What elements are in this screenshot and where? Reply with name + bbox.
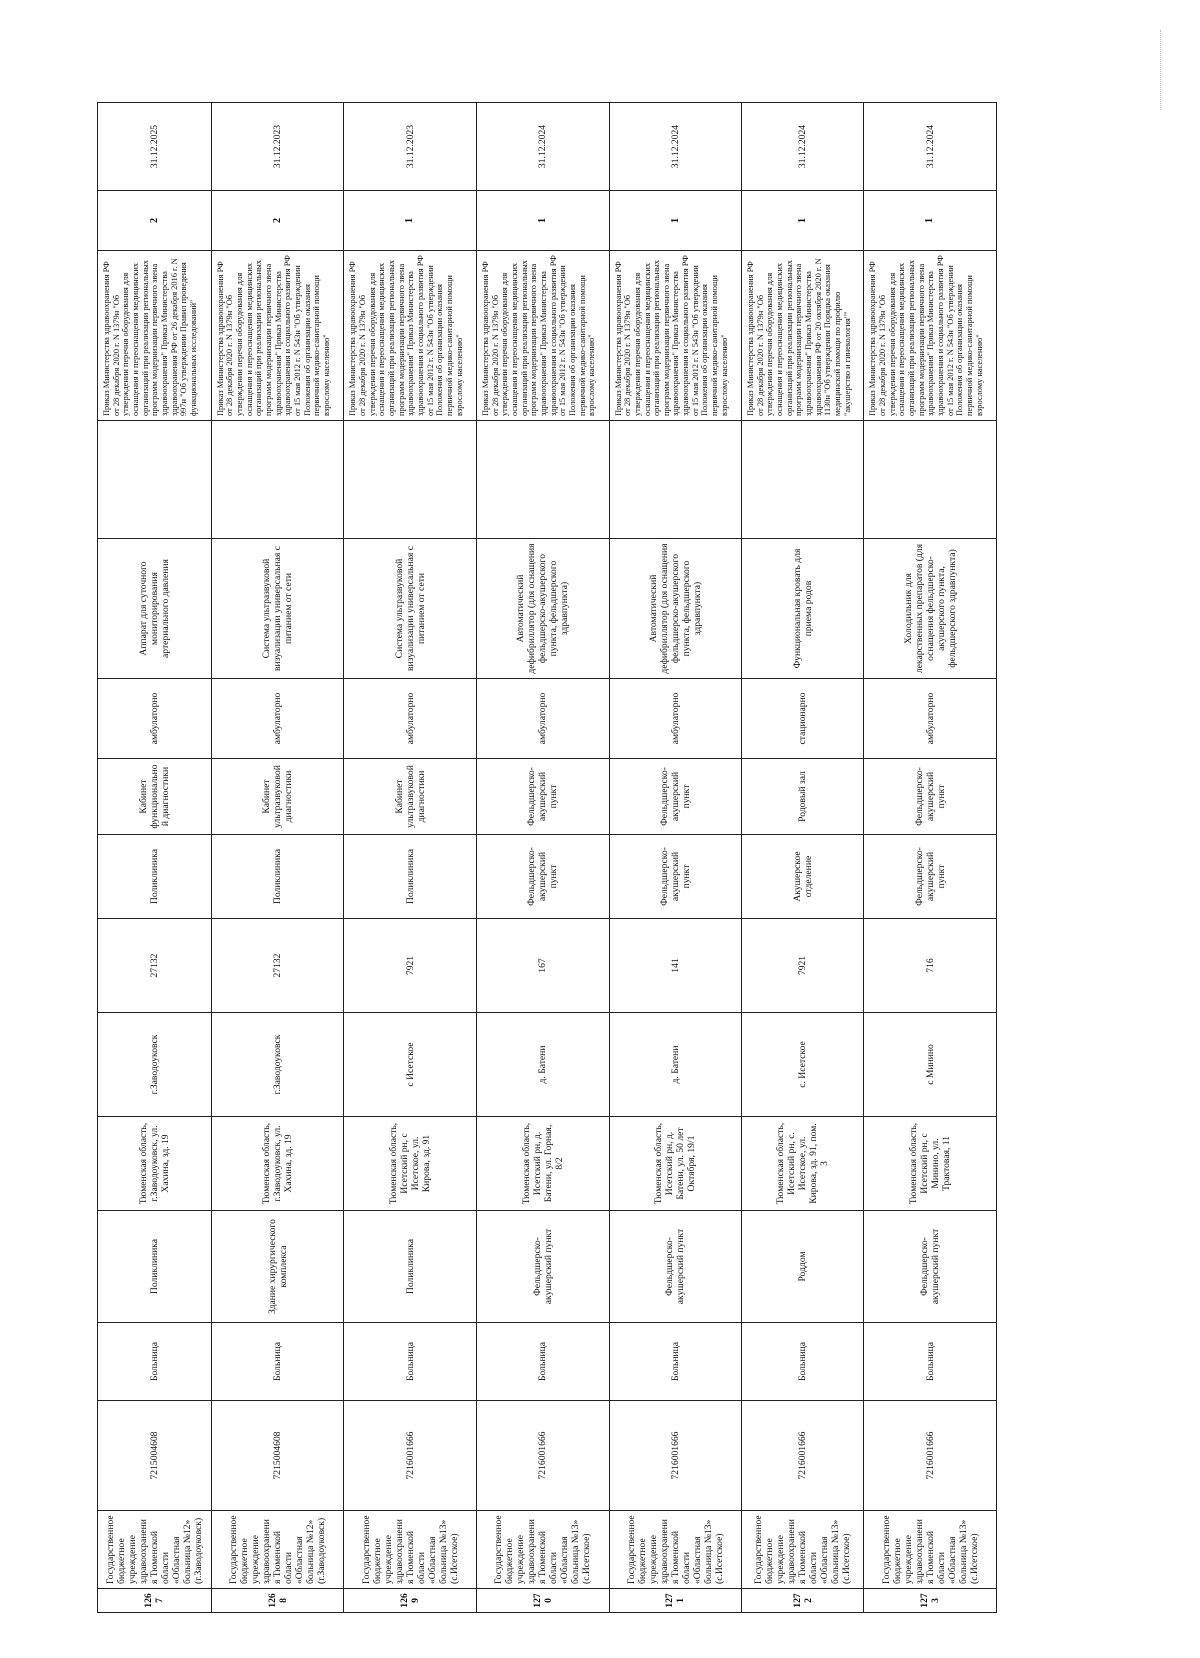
organization-name-cell: Государственное бюджетное учреждение здравоохранения Тюменской области «Областная больница №13» (с.Исетское): [864, 1511, 997, 1589]
inn-code-cell: 7216001666: [742, 1401, 864, 1511]
equipment-name-cell: Автоматический дефибриллятор (для оснащения фельдшерско-акушерского пункта, фельдшерского здравпункта): [609, 539, 742, 679]
inn-code-cell: 7216001666: [864, 1401, 997, 1511]
legal-basis-cell: Приказ Министерства здравоохранения РФ от 28 декабря 2020 г. N 1379н "Об утверждении перечня оборудования для оснащения и переоснащения медицинских организаций при реализации региональных программ модернизации первичного звена здравоохранения" Приказ Министерства здравоохранения РФ от 26 декабря 2016 г. N 997н "Об утверждении Правил проведения функциональных исследований": [98, 251, 212, 421]
facility-type-cell: Больница: [344, 1323, 477, 1401]
locality-cell: д. Батени: [476, 1013, 609, 1117]
facility-type-cell: Больница: [864, 1323, 997, 1401]
equipment-name-cell: Система ультразвуковой визуализации универсальная с питанием от сети: [344, 539, 477, 679]
room-cell: Фельдшерско-акушерский пункт: [609, 759, 742, 835]
division-cell: Фельдшерско-акушерский пункт: [476, 835, 609, 919]
organization-name-cell: Государственное бюджетное учреждение здравоохранения Тюменской области «Областная больница №13» (с.Исетское): [344, 1511, 477, 1589]
division-cell: Поликлиника: [98, 835, 212, 919]
equipment-table: [97, 102, 997, 1613]
address-cell: Тюменская область, Исетский рн, д. Батени, ул. 50 лет Октября, 19/1: [609, 1117, 742, 1211]
empty-cell-cell: [742, 421, 864, 539]
legal-basis-cell: Приказ Министерства здравоохранения РФ от 28 декабря 2020 г. N 1379н "Об утверждении перечня оборудования для оснащения и переоснащения медицинских организаций при реализации региональных программ модернизации первичного звена здравоохранения" Приказ Министерства здравоохранения и социального развития РФ от 15 мая 2012 г. N 543н "Об утверждении Положения об организации оказания первичной медико-санитарной помощи взрослому населению": [211, 251, 344, 421]
organization-name-cell: Государственное бюджетное учреждение здравоохранения Тюменской области «Областная больница №12» (г.Заводоуковск): [211, 1511, 344, 1589]
equipment-name-cell: Функциональная кровать для приема родов: [742, 539, 864, 679]
legal-basis-cell: Приказ Министерства здравоохранения РФ от 28 декабря 2020 г. N 1379н "Об утверждении перечня оборудования для оснащения и переоснащения медицинских организаций при реализации региональных программ модернизации первичного звена здравоохранения" Приказ Министерства здравоохранения и социального развития РФ от 15 мая 2012 г. N 543н "Об утверждении Положения об организации оказания первичной медико-санитарной помощи взрослому населению": [476, 251, 609, 421]
address-cell: Тюменская область, Исетский рн, д. Батени, ул. Горная, 8/2: [476, 1117, 609, 1211]
population-cell: 7921: [344, 919, 477, 1013]
organization-name-cell: Государственное бюджетное учреждение здравоохранения Тюменской области «Областная больница №13» (с.Исетское): [476, 1511, 609, 1589]
building-name-cell: Фельдшерско-акушерский пункт: [476, 1211, 609, 1323]
equipment-name-cell: Автоматический дефибриллятор (для оснащения фельдшерско-акушерского пункта, фельдшерского здравпункта): [476, 539, 609, 679]
rotated-scanned-page: [97, 103, 997, 1613]
due-date-cell: 31.12.2023: [211, 103, 344, 191]
division-cell: Фельдшерско-акушерский пункт: [609, 835, 742, 919]
organization-name-cell: Государственное бюджетное учреждение здравоохранения Тюменской области «Областная больница №12» (г.Заводоуковск): [98, 1511, 212, 1589]
facility-type-cell: Больница: [211, 1323, 344, 1401]
population-cell: 167: [476, 919, 609, 1013]
due-date-cell: 31.12.2024: [864, 103, 997, 191]
table-row: [344, 103, 477, 1613]
empty-cell-cell: [98, 421, 212, 539]
facility-type-cell: Больница: [476, 1323, 609, 1401]
locality-cell: с Минино: [864, 1013, 997, 1117]
building-name-cell: Фельдшерско-акушерский пункт: [864, 1211, 997, 1323]
due-date-cell: 31.12.2025: [98, 103, 212, 191]
empty-cell-cell: [609, 421, 742, 539]
care-form-cell: стационарно: [742, 679, 864, 759]
inn-code-cell: 7216001666: [476, 1401, 609, 1511]
care-form-cell: амбулаторно: [211, 679, 344, 759]
quantity-cell: 2: [98, 191, 212, 251]
empty-cell-cell: [211, 421, 344, 539]
locality-cell: г.Заводоуковск: [98, 1013, 212, 1117]
table-row: [864, 103, 997, 1613]
address-cell: Тюменская область, г.Заводоуковск, ул. Хахина, зд. 19: [211, 1117, 344, 1211]
row-number-cell: 1267: [98, 1589, 212, 1613]
building-name-cell: Здание хирургического комплекса: [211, 1211, 344, 1323]
quantity-cell: 1: [864, 191, 997, 251]
building-name-cell: Фельдшерско-акушерский пункт: [609, 1211, 742, 1323]
quantity-cell: 2: [211, 191, 344, 251]
inn-code-cell: 7216001666: [609, 1401, 742, 1511]
room-cell: Фельдшерско-акушерский пункт: [476, 759, 609, 835]
locality-cell: г.Заводоуковск: [211, 1013, 344, 1117]
care-form-cell: амбулаторно: [476, 679, 609, 759]
due-date-cell: 31.12.2024: [609, 103, 742, 191]
due-date-cell: 31.12.2024: [742, 103, 864, 191]
care-form-cell: амбулаторно: [864, 679, 997, 759]
row-number-cell: 1271: [609, 1589, 742, 1613]
division-cell: Поликлиника: [344, 835, 477, 919]
address-cell: Тюменская область, Исетский рн, с Минино, ул. Трактовая, 11: [864, 1117, 997, 1211]
empty-cell-cell: [864, 421, 997, 539]
facility-type-cell: Больница: [742, 1323, 864, 1401]
care-form-cell: амбулаторно: [344, 679, 477, 759]
table-row: [98, 103, 212, 1613]
row-number-cell: 1269: [344, 1589, 477, 1613]
locality-cell: с. Исетское: [742, 1013, 864, 1117]
room-cell: Кабинет функциональной диагностики: [98, 759, 212, 835]
building-name-cell: Роддом: [742, 1211, 864, 1323]
quantity-cell: 1: [609, 191, 742, 251]
row-number-cell: 1273: [864, 1589, 997, 1613]
building-name-cell: Поликлиника: [98, 1211, 212, 1323]
room-cell: Кабинет ультразвуковой диагностики: [344, 759, 477, 835]
population-cell: 141: [609, 919, 742, 1013]
due-date-cell: 31.12.2023: [344, 103, 477, 191]
row-number-cell: 1270: [476, 1589, 609, 1613]
division-cell: Фельдшерско-акушерский пункт: [864, 835, 997, 919]
legal-basis-cell: Приказ Министерства здравоохранения РФ от 28 декабря 2020 г. N 1379н "Об утверждении перечня оборудования для оснащения и переоснащения медицинских организаций при реализации региональных программ модернизации первичного звена здравоохранения" Приказ Министерства здравоохранения и социального развития РФ от 15 мая 2012 г. N 543н "Об утверждении Положения об организации оказания первичной медико-санитарной помощи взрослому населению": [344, 251, 477, 421]
population-cell: 27132: [98, 919, 212, 1013]
row-number-cell: 1268: [211, 1589, 344, 1613]
row-number-cell: 1272: [742, 1589, 864, 1613]
population-cell: 7921: [742, 919, 864, 1013]
legal-basis-cell: Приказ Министерства здравоохранения РФ от 28 декабря 2020 г. N 1379н "Об утверждении перечня оборудования для оснащения и переоснащения медицинских организаций при реализации региональных программ модернизации первичного звена здравоохранения" Приказ Министерства здравоохранения РФ от 20 октября 2020 г. N 1130н "Об утверждении Порядка оказания медицинской помощи по профилю "акушерство и гинекология"": [742, 251, 864, 421]
organization-name-cell: Государственное бюджетное учреждение здравоохранения Тюменской области «Областная больница №13» (с.Исетское): [609, 1511, 742, 1589]
scan-margin-mark: [1160, 30, 1171, 110]
room-cell: Кабинет ультразвуковой диагностики: [211, 759, 344, 835]
inn-code-cell: 7215004608: [98, 1401, 212, 1511]
table-row: [476, 103, 609, 1613]
room-cell: Родовый зал: [742, 759, 864, 835]
quantity-cell: 1: [344, 191, 477, 251]
equipment-name-cell: Аппарат для суточного мониторирования артериального давления: [98, 539, 212, 679]
empty-cell-cell: [476, 421, 609, 539]
room-cell: Фельдшерско-акушерский пункт: [864, 759, 997, 835]
inn-code-cell: 7216001666: [344, 1401, 477, 1511]
equipment-name-cell: Система ультразвуковой визуализации универсальная с питанием от сети: [211, 539, 344, 679]
population-cell: 716: [864, 919, 997, 1013]
inn-code-cell: 7215004608: [211, 1401, 344, 1511]
table-body: [98, 103, 997, 1613]
table-row: [742, 103, 864, 1613]
address-cell: Тюменская область, Исетский рн, с Исетское, ул. Кирова, зд. 91: [344, 1117, 477, 1211]
building-name-cell: Поликлиника: [344, 1211, 477, 1323]
locality-cell: с Исетское: [344, 1013, 477, 1117]
address-cell: Тюменская область, Исетский рн, с. Исетское, ул. Кирова, зд. 91, пом. 3: [742, 1117, 864, 1211]
locality-cell: д. Батени: [609, 1013, 742, 1117]
legal-basis-cell: Приказ Министерства здравоохранения РФ от 28 декабря 2020 г. N 1379н "Об утверждении перечня оборудования для оснащения и переоснащения медицинских организаций при реализации региональных программ модернизации первичного звена здравоохранения" Приказ Министерства здравоохранения и социального развития РФ от 15 мая 2012 г. N 543н "Об утверждении Положения об организации оказания первичной медико-санитарной помощи взрослому населению": [609, 251, 742, 421]
empty-cell-cell: [344, 421, 477, 539]
care-form-cell: амбулаторно: [98, 679, 212, 759]
legal-basis-cell: Приказ Министерства здравоохранения РФ от 28 декабря 2020 г. N 1379н "Об утверждении перечня оборудования для оснащения и переоснащения медицинских организаций при реализации региональных программ модернизации первичного звена здравоохранения" Приказ Министерства здравоохранения и социального развития РФ от 15 мая 2012 г. N 543н "Об утверждении Положения об организации оказания первичной медико-санитарной помощи взрослому населению": [864, 251, 997, 421]
quantity-cell: 1: [742, 191, 864, 251]
table-row: [211, 103, 344, 1613]
table-row: [609, 103, 742, 1613]
due-date-cell: 31.12.2024: [476, 103, 609, 191]
quantity-cell: 1: [476, 191, 609, 251]
population-cell: 27132: [211, 919, 344, 1013]
facility-type-cell: Больница: [609, 1323, 742, 1401]
facility-type-cell: Больница: [98, 1323, 212, 1401]
equipment-name-cell: Холодильник для лекарственных препаратов (для оснащения фельдшерско-акушерского пункта, фельдшерского здравпункта): [864, 539, 997, 679]
care-form-cell: амбулаторно: [609, 679, 742, 759]
division-cell: Поликлиника: [211, 835, 344, 919]
organization-name-cell: Государственное бюджетное учреждение здравоохранения Тюменской области «Областная больница №13» (с.Исетское): [742, 1511, 864, 1589]
division-cell: Акушерское отделение: [742, 835, 864, 919]
address-cell: Тюменская область, г.Заводоуковск, ул. Хахина, зд. 19: [98, 1117, 212, 1211]
